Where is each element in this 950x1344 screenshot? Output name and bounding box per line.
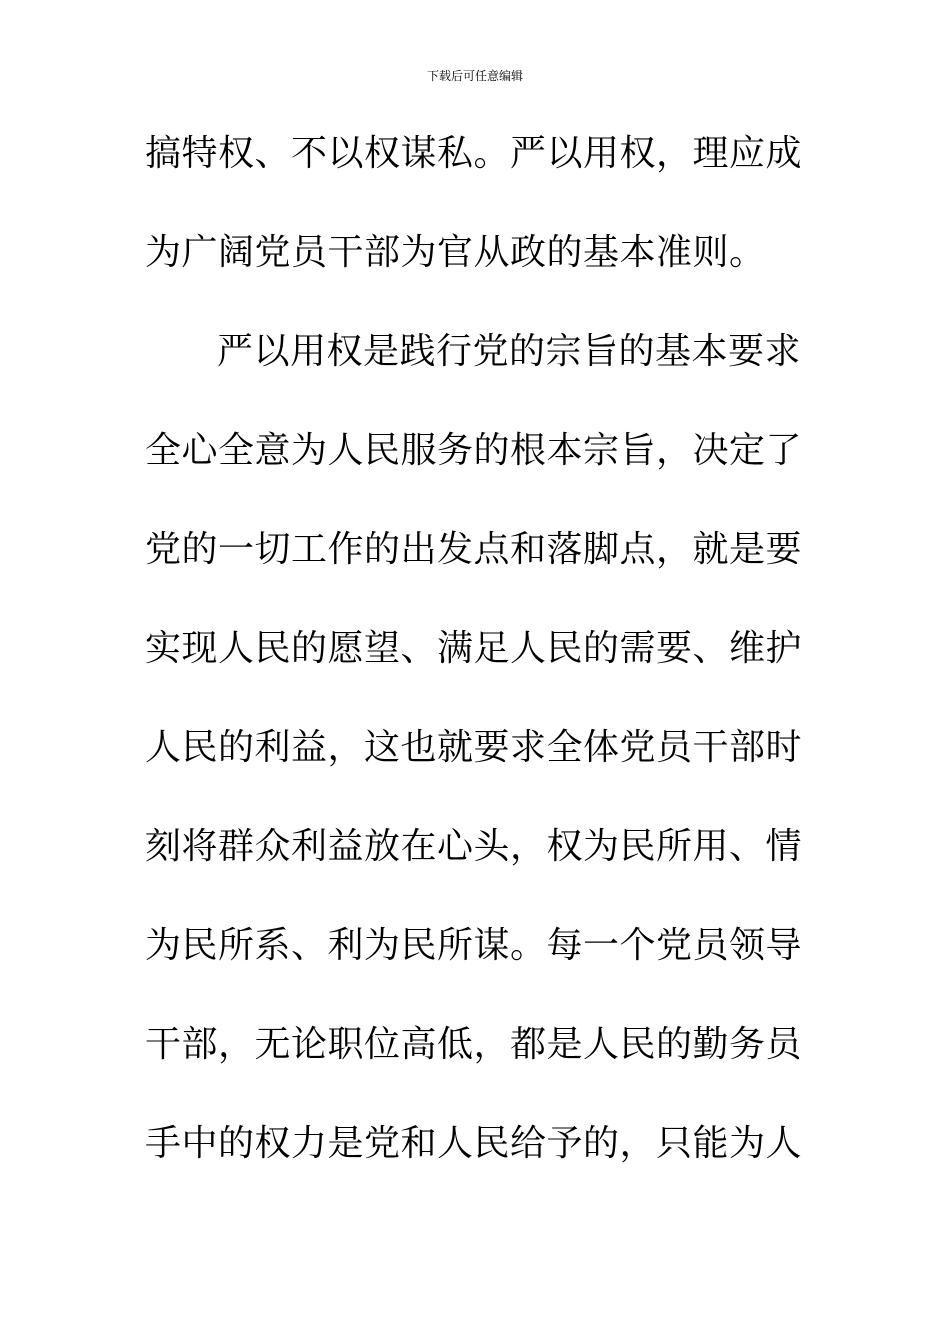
- text-line: 全心全意为人民服务的根本宗旨，决定了: [145, 430, 803, 471]
- text-line: 人民的利益，这也就要求全体党员干部时: [145, 727, 803, 768]
- text-line: 搞特权、不以权谋私。严以用权，理应成: [145, 133, 803, 174]
- text-line: 手中的权力是党和人民给予的，只能为人: [145, 1123, 803, 1164]
- text-line: 干部，无论职位高低，都是人民的勤务员: [145, 1024, 803, 1065]
- paragraph-first-line: 严以用权是践行党的宗旨的基本要求: [217, 331, 802, 372]
- text-line: 党的一切工作的出发点和落脚点，就是要: [145, 529, 803, 570]
- text-line: 为民所系、利为民所谋。每一个党员领导: [145, 925, 803, 966]
- header-note: 下载后可任意编辑: [426, 69, 523, 83]
- text-line: 刻将群众利益放在心头，权为民所用、情: [145, 826, 803, 867]
- body-text: [145, 123, 810, 1212]
- text-line: 实现人民的愿望、满足人民的需要、维护: [145, 628, 803, 669]
- text-line: 为广阔党员干部为官从政的基本准则。: [145, 232, 766, 273]
